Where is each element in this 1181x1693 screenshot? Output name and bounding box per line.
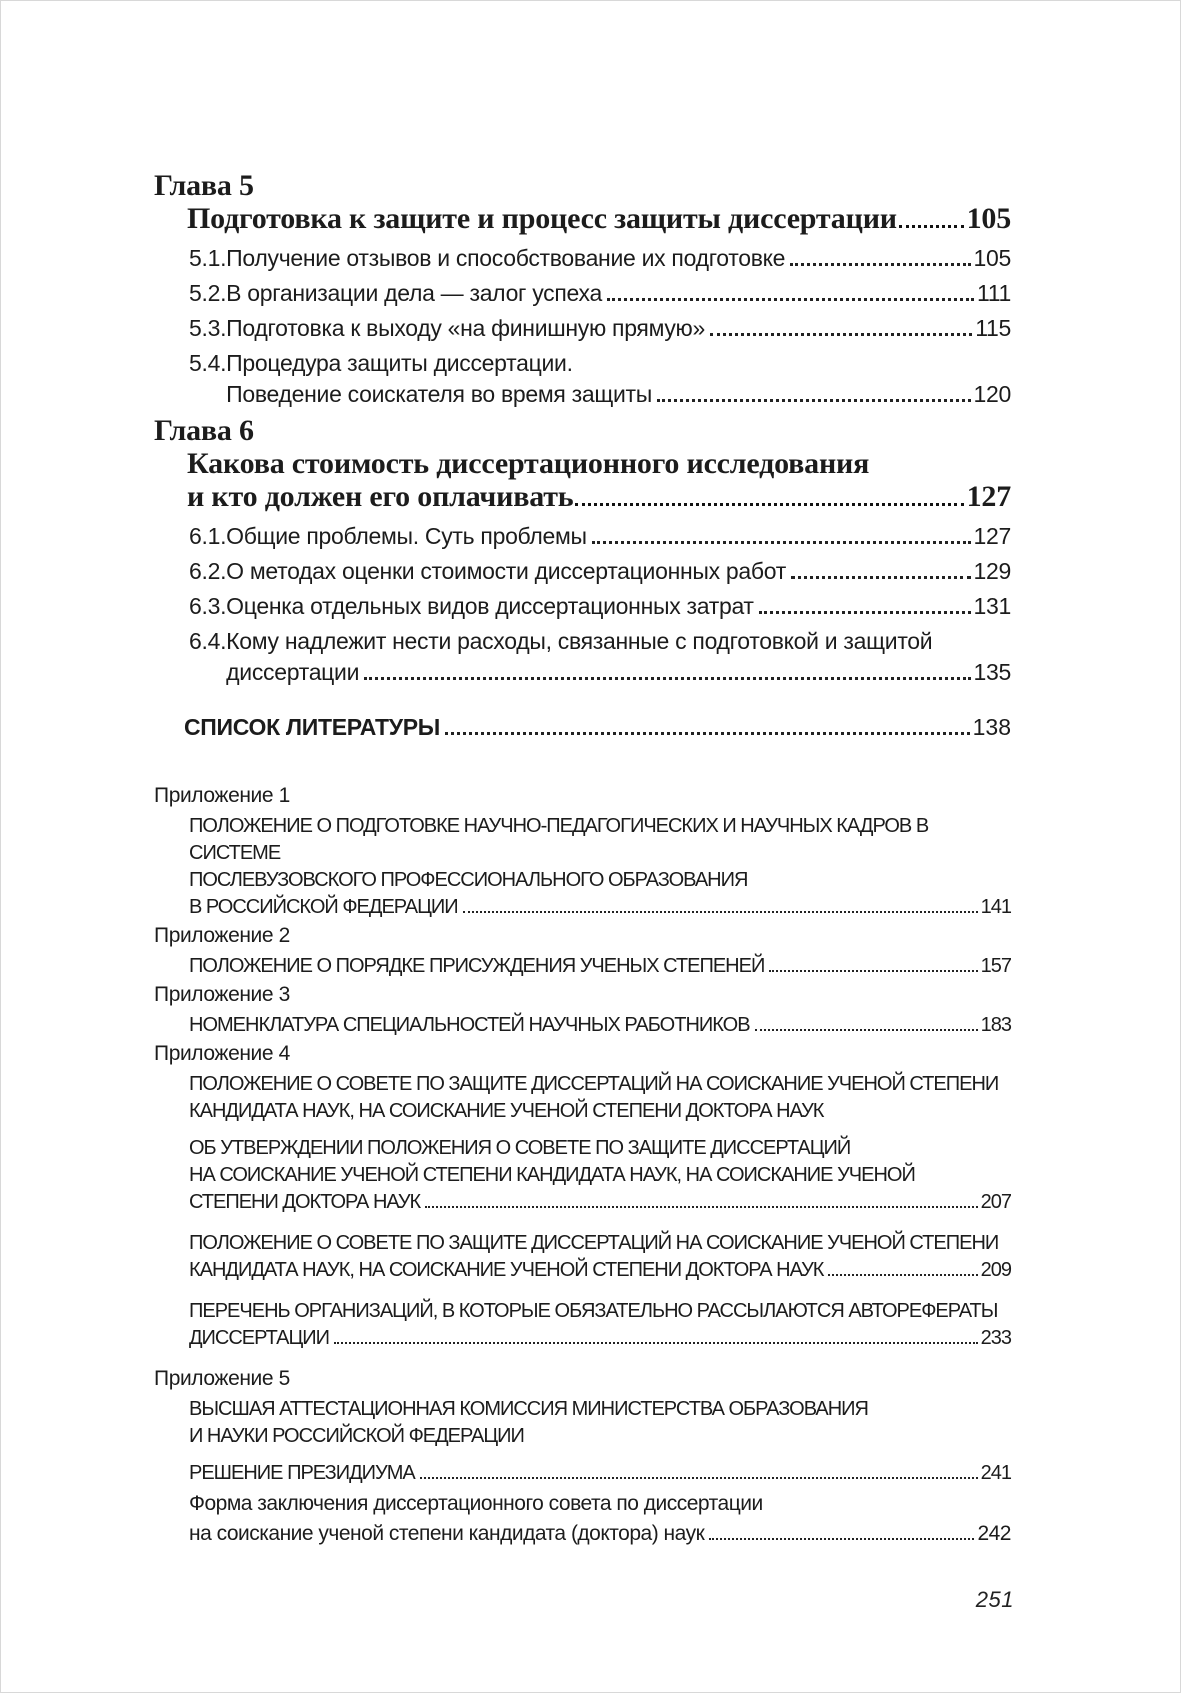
page-number: 127 — [973, 523, 1011, 549]
appendix-title-line: КАНДИДАТА НАУК, НА СОИСКАНИЕ УЧЕНОЙ СТЕПЕНИ ДОКТОРА НАУК — [189, 1259, 824, 1281]
appendix-title-line: ПОЛОЖЕНИЕ О ПОДГОТОВКЕ НАУЧНО-ПЕДАГОГИЧЕСКИХ И НАУЧНЫХ КАДРОВ В СИСТЕМЕ — [189, 815, 929, 864]
appendix-4-label: Приложение 4 — [154, 1042, 290, 1065]
page-number: 138 — [972, 714, 1011, 740]
page-number: 111 — [976, 280, 1011, 306]
toc-entry-6-3 — [189, 591, 1011, 622]
toc-entry-6-2 — [189, 556, 1011, 587]
appendix-4-body — [189, 1071, 1011, 1352]
folio-page-number: 251 — [975, 1587, 1014, 1612]
section-title: Подготовка к выходу «на финишную прямую» — [226, 315, 705, 341]
section-number: 6.1. — [189, 523, 227, 549]
chapter-title: Подготовка к защите и процесс защиты диссертации — [187, 202, 897, 235]
section-number: 6.4. — [189, 628, 227, 654]
section-number: 5.3. — [189, 315, 227, 341]
section-number: 5.4. — [189, 350, 227, 376]
dot-leader — [592, 541, 971, 544]
chapter-6-sections — [189, 521, 1011, 688]
dot-leader — [759, 611, 971, 614]
dot-leader — [364, 677, 970, 680]
page-number: 209 — [980, 1259, 1011, 1281]
appendix-entry — [189, 1012, 1011, 1039]
dot-leader — [445, 732, 970, 735]
page-number: 129 — [973, 558, 1011, 584]
appendix-entry — [189, 953, 1011, 980]
dot-leader — [463, 911, 978, 913]
section-number: 6.3. — [189, 593, 227, 619]
dot-leader — [657, 399, 971, 402]
chapter-5-sections — [189, 243, 1011, 410]
dot-leader — [710, 333, 972, 336]
chapter-label: Глава 6 — [154, 414, 254, 447]
section-title: Общие проблемы. Суть проблемы — [226, 523, 587, 549]
appendix-title-line: ПОЛОЖЕНИЕ О СОВЕТЕ ПО ЗАЩИТЕ ДИССЕРТАЦИЙ НА СОИСКАНИЕ УЧЕНОЙ СТЕПЕНИ — [189, 1232, 999, 1254]
appendix-title-line: СТЕПЕНИ ДОКТОРА НАУК — [189, 1191, 421, 1213]
page-number: 115 — [975, 315, 1011, 341]
section-title: Получение отзывов и способствование их подготовке — [226, 245, 786, 271]
appendix-3-body — [189, 1012, 1011, 1039]
appendix-title-line: КАНДИДАТА НАУК, НА СОИСКАНИЕ УЧЕНОЙ СТЕПЕНИ ДОКТОРА НАУК — [189, 1100, 824, 1122]
appendix-title-line: ОБ УТВЕРЖДЕНИИ ПОЛОЖЕНИЯ О СОВЕТЕ ПО ЗАЩИТЕ ДИССЕРТАЦИЙ — [189, 1137, 851, 1159]
appendix-2-label: Приложение 2 — [154, 924, 290, 947]
appendix-title-line: на соискание ученой степени кандидата (доктора) наук — [189, 1522, 705, 1545]
toc-entry-6-1 — [189, 521, 1011, 552]
page-number: 131 — [973, 593, 1011, 619]
dot-leader — [899, 225, 964, 228]
appendix-1-body — [189, 813, 1011, 921]
appendix-title-line: ПОЛОЖЕНИЕ О ПОРЯДКЕ ПРИСУЖДЕНИЯ УЧЕНЫХ СТЕПЕНЕЙ — [189, 955, 765, 977]
toc-entry-6-4 — [189, 626, 1011, 688]
page-number: 120 — [973, 381, 1011, 407]
section-number: 5.1. — [189, 245, 227, 271]
section-number: 6.2. — [189, 558, 227, 584]
dot-leader — [755, 1029, 978, 1031]
chapter-title-line: и кто должен его оплачивать — [187, 480, 574, 513]
section-title-line: Поведение соискателя во время защиты — [226, 381, 652, 407]
page-number: 157 — [980, 955, 1011, 977]
appendix-entry — [189, 1396, 1011, 1450]
appendix-3-label: Приложение 3 — [154, 983, 290, 1006]
toc-content — [154, 169, 1011, 1549]
toc-entry-5-3 — [189, 313, 1011, 344]
page-number: 105 — [973, 245, 1011, 271]
toc-entry-5-1 — [189, 243, 1011, 274]
section-number: 5.2. — [189, 280, 227, 306]
section-title-line: Кому надлежит нести расходы, связанные с подготовкой и защитой — [226, 628, 933, 654]
appendix-title-line: ВЫСШАЯ АТТЕСТАЦИОННАЯ КОМИССИЯ МИНИСТЕРСТВА ОБРАЗОВАНИЯ — [189, 1398, 868, 1420]
bibliography-entry — [184, 712, 1011, 742]
page-number: 105 — [966, 202, 1011, 235]
page-number: 233 — [980, 1327, 1011, 1349]
dot-leader — [420, 1477, 978, 1479]
appendix-5-body — [189, 1396, 1011, 1549]
appendix-title-line: НА СОИСКАНИЕ УЧЕНОЙ СТЕПЕНИ КАНДИДАТА НАУК, НА СОИСКАНИЕ УЧЕНОЙ — [189, 1164, 915, 1186]
page-number: 141 — [980, 896, 1011, 918]
appendix-1-label: Приложение 1 — [154, 784, 290, 807]
bibliography-label: СПИСОК ЛИТЕРАТУРЫ — [184, 714, 440, 740]
chapter-title-line: Какова стоимость диссертационного исследования — [187, 447, 870, 480]
appendix-title-line: ПОЛОЖЕНИЕ О СОВЕТЕ ПО ЗАЩИТЕ ДИССЕРТАЦИЙ НА СОИСКАНИЕ УЧЕНОЙ СТЕПЕНИ — [189, 1073, 999, 1095]
dot-leader — [575, 503, 963, 506]
dot-leader — [425, 1206, 977, 1208]
appendix-entry — [189, 1135, 1011, 1216]
appendix-entry — [189, 1071, 1011, 1125]
chapter-label: Глава 5 — [154, 169, 254, 202]
appendix-title-line: РЕШЕНИЕ ПРЕЗИДИУМА — [189, 1462, 415, 1484]
page-number: 207 — [980, 1191, 1011, 1213]
appendix-entry — [189, 1489, 1011, 1549]
appendix-5-label: Приложение 5 — [154, 1367, 290, 1390]
section-title: О методах оценки стоимости диссертационных работ — [226, 558, 786, 584]
page-number: 135 — [973, 659, 1011, 685]
dot-leader — [790, 263, 970, 266]
appendix-title-line: Форма заключения диссертационного совета по диссертации — [189, 1492, 763, 1515]
section-title: В организации дела — залог успеха — [226, 280, 602, 306]
page-number: 242 — [977, 1522, 1011, 1545]
appendix-title-line: НОМЕНКЛАТУРА СПЕЦИАЛЬНОСТЕЙ НАУЧНЫХ РАБОТНИКОВ — [189, 1014, 750, 1036]
dot-leader — [791, 576, 971, 579]
section-title: Оценка отдельных видов диссертационных затрат — [226, 593, 754, 619]
appendix-title-line: ПЕРЕЧЕНЬ ОРГАНИЗАЦИЙ, В КОТОРЫЕ ОБЯЗАТЕЛЬНО РАССЫЛАЮТСЯ АВТОРЕФЕРАТЫ — [189, 1300, 998, 1322]
dot-leader — [709, 1538, 974, 1540]
appendix-entry — [189, 1230, 1011, 1284]
appendix-title-line: ДИССЕРТАЦИИ — [189, 1327, 330, 1349]
dot-leader — [828, 1274, 977, 1276]
appendix-title-line: ПОСЛЕВУЗОВСКОГО ПРОФЕССИОНАЛЬНОГО ОБРАЗОВАНИЯ — [189, 869, 748, 891]
toc-entry-5-2 — [189, 278, 1011, 309]
appendix-2-body — [189, 953, 1011, 980]
section-title-line: Процедура защиты диссертации. — [226, 350, 573, 376]
dot-leader — [607, 298, 974, 301]
dot-leader — [769, 970, 977, 972]
appendix-title-line: В РОССИЙСКОЙ ФЕДЕРАЦИИ — [189, 896, 458, 918]
chapter-6-block — [154, 414, 1011, 688]
dot-leader — [334, 1342, 978, 1344]
page-number: 127 — [966, 480, 1011, 513]
appendix-entry — [189, 1298, 1011, 1352]
section-title-line: диссертации — [226, 659, 360, 685]
page-number: 241 — [980, 1462, 1011, 1484]
appendix-entry — [189, 813, 1011, 921]
toc-entry-5-4 — [189, 348, 1011, 410]
appendix-title-line: И НАУКИ РОССИЙСКОЙ ФЕДЕРАЦИИ — [189, 1425, 524, 1447]
appendix-entry — [189, 1460, 1011, 1487]
chapter-5-block — [154, 169, 1011, 410]
page-number: 183 — [980, 1014, 1011, 1036]
